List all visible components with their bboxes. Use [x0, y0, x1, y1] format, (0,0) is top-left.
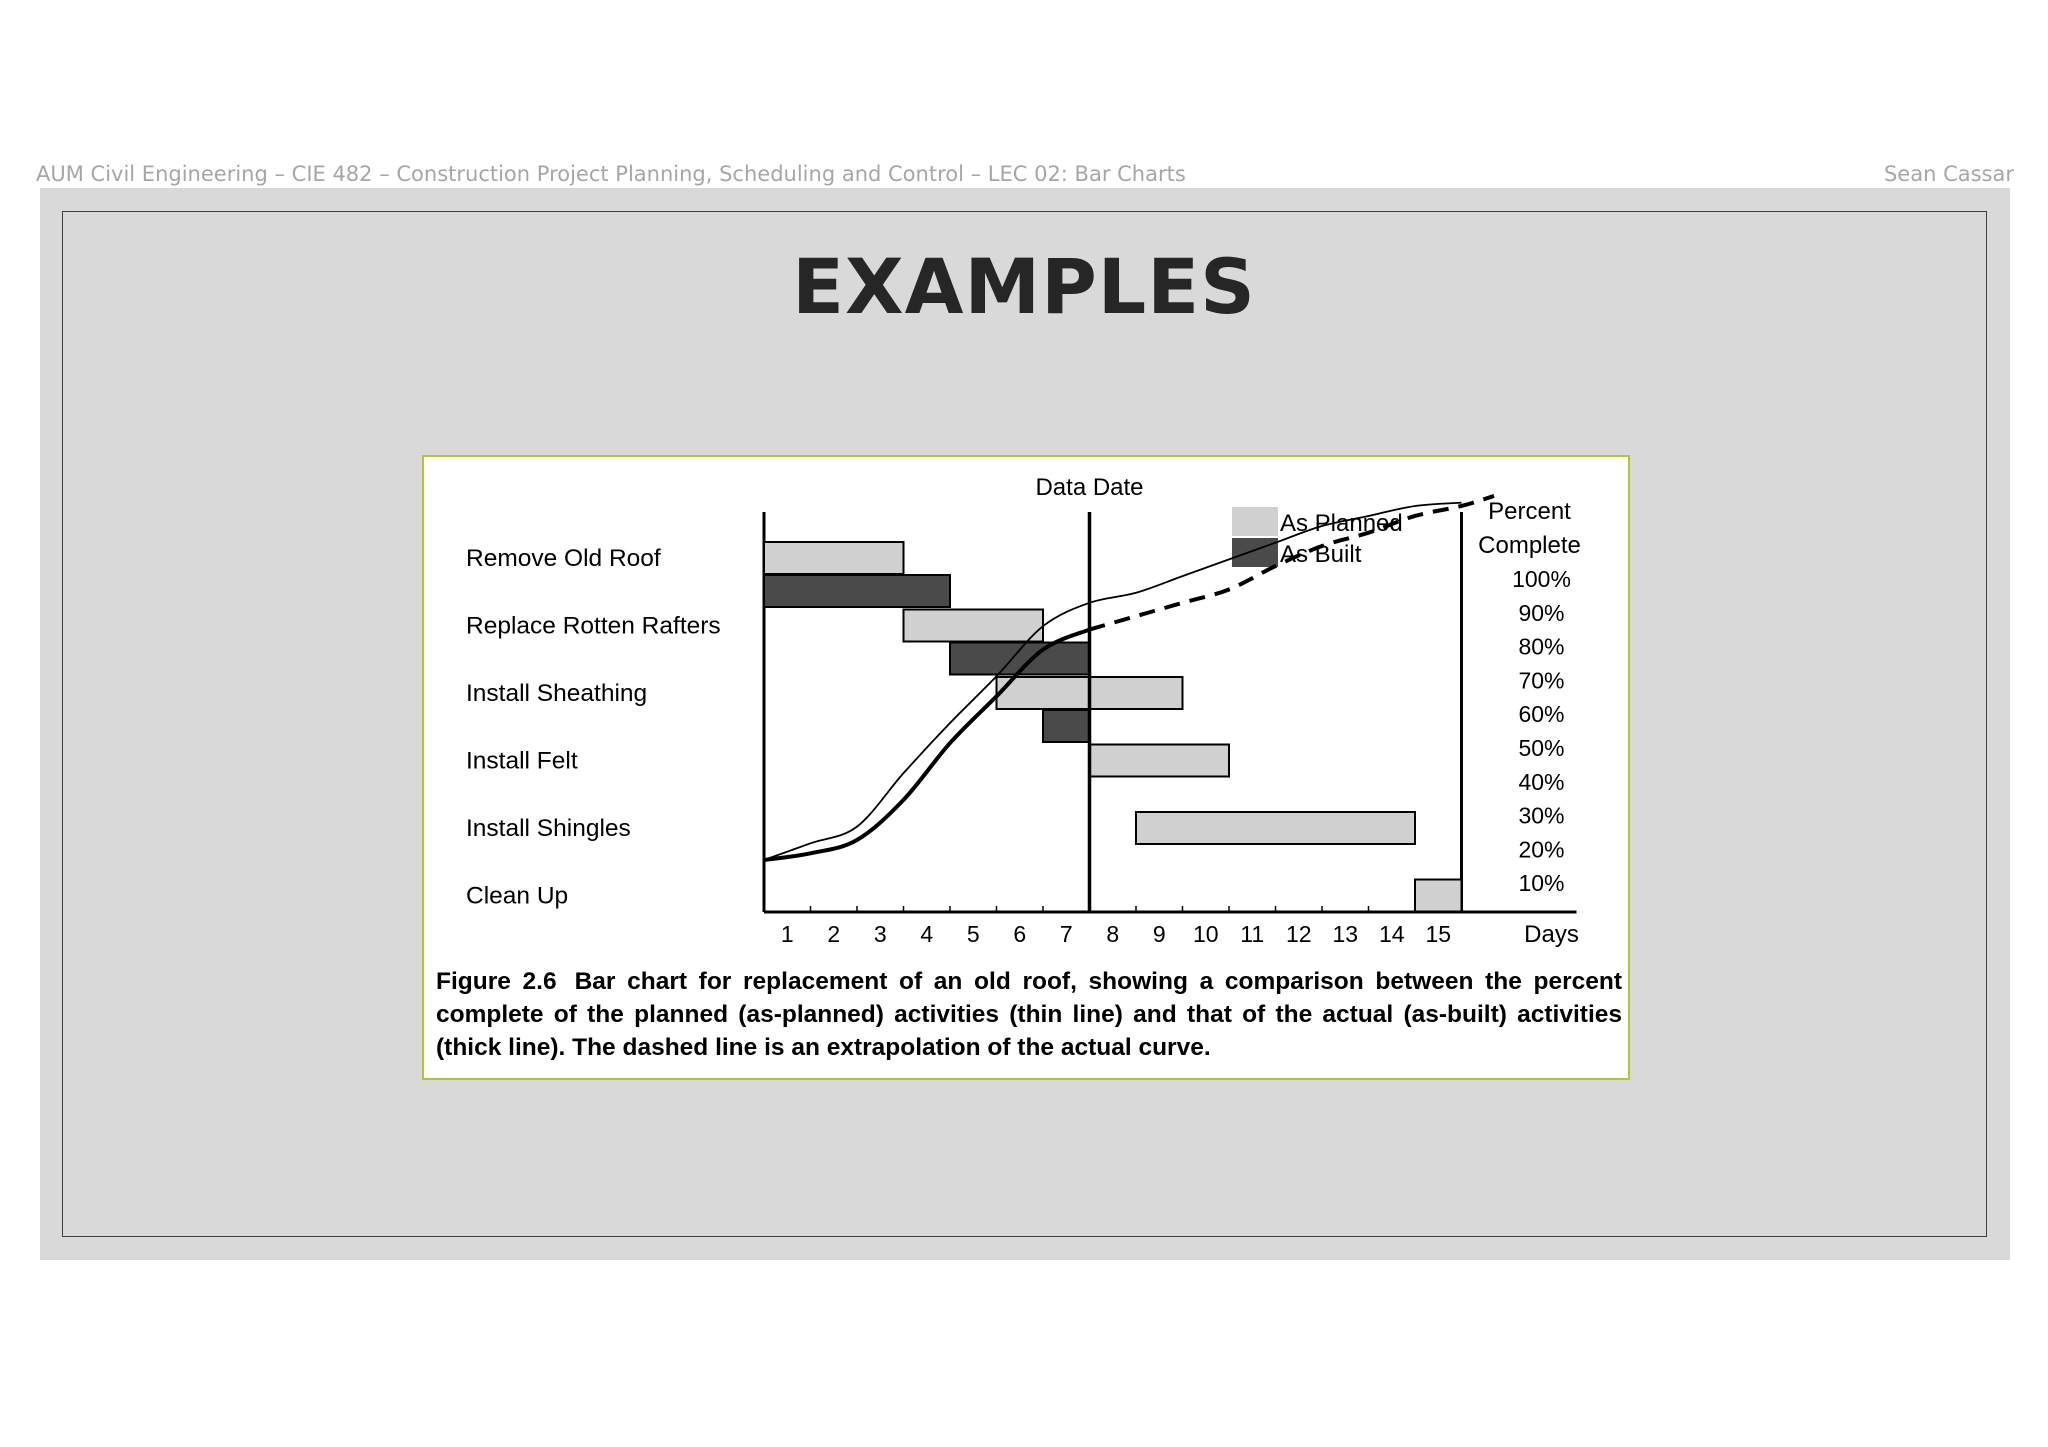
percent-tick-label: 80% — [1518, 633, 1565, 660]
planned-bar — [764, 542, 904, 574]
x-tick-label: 2 — [827, 921, 841, 947]
x-tick-label: 14 — [1378, 921, 1405, 947]
legend-label: As Planned — [1280, 510, 1403, 537]
right-axis-title: Percent — [1488, 498, 1571, 525]
percent-tick-label: 30% — [1518, 802, 1565, 829]
percent-tick-label: 100% — [1512, 566, 1571, 592]
planned-bar — [1415, 880, 1462, 912]
activity-label: Install Shingles — [466, 815, 631, 842]
percent-tick-label: 60% — [1518, 701, 1565, 728]
percent-tick-label: 50% — [1518, 735, 1565, 761]
data-date-label: Data Date — [1035, 474, 1144, 501]
x-tick-label: 1 — [780, 921, 794, 947]
activity-label: Replace Rotten Rafters — [466, 612, 721, 640]
gantt-chart — [424, 457, 1628, 957]
x-tick-label: 15 — [1425, 921, 1452, 947]
x-tick-label: 3 — [873, 921, 887, 947]
x-tick-label: 5 — [966, 921, 980, 947]
slide-title: EXAMPLES — [792, 242, 1256, 331]
percent-tick-label: 20% — [1518, 836, 1565, 863]
percent-tick-label: 10% — [1518, 870, 1565, 897]
x-tick-label: 12 — [1285, 921, 1312, 947]
planned-bar — [904, 610, 1044, 642]
x-tick-label: 13 — [1332, 921, 1359, 947]
activity-label: Install Sheathing — [466, 680, 648, 707]
planned-bar — [1090, 745, 1230, 777]
figure-caption — [436, 965, 1622, 1064]
author-name: Sean Cassar — [1883, 162, 2014, 186]
caption-label: Figure 2.6 — [436, 968, 557, 995]
x-tick-label: 10 — [1192, 921, 1219, 947]
x-tick-label: 6 — [1013, 921, 1027, 947]
activity-label: Clean Up — [466, 882, 569, 910]
figure-image — [422, 455, 1630, 1080]
built-bar — [764, 575, 950, 607]
x-tick-label: 9 — [1152, 921, 1166, 947]
x-tick-label: 4 — [920, 921, 934, 947]
right-axis-title: Complete — [1478, 532, 1581, 559]
percent-tick-label: 40% — [1518, 768, 1565, 795]
activity-label: Install Felt — [466, 747, 578, 775]
x-axis-unit-label: Days — [1524, 921, 1579, 948]
percent-tick-label: 70% — [1518, 667, 1565, 694]
legend-swatch — [1232, 538, 1278, 567]
caption-text: Bar chart for replacement of an old roof, showing a comparison between the percent complete of the planned (as-planned) activities (thin line) and that of the actual (as-built) activities (thick line). The dashed line is an extrapolation of the actual curve. — [436, 968, 1622, 1061]
course-header: AUM Civil Engineering – CIE 482 – Construction Project Planning, Scheduling and Control – LEC 02: Bar Charts — [36, 162, 1186, 186]
planned-bar — [1136, 812, 1415, 844]
x-tick-label: 8 — [1106, 921, 1120, 947]
activity-label: Remove Old Roof — [466, 545, 661, 572]
percent-tick-label: 90% — [1518, 599, 1565, 626]
built-bar — [1043, 710, 1090, 742]
legend-swatch — [1232, 507, 1278, 536]
x-tick-label: 11 — [1240, 921, 1265, 947]
legend-label: As Built — [1280, 541, 1362, 568]
x-tick-label: 7 — [1059, 921, 1073, 947]
